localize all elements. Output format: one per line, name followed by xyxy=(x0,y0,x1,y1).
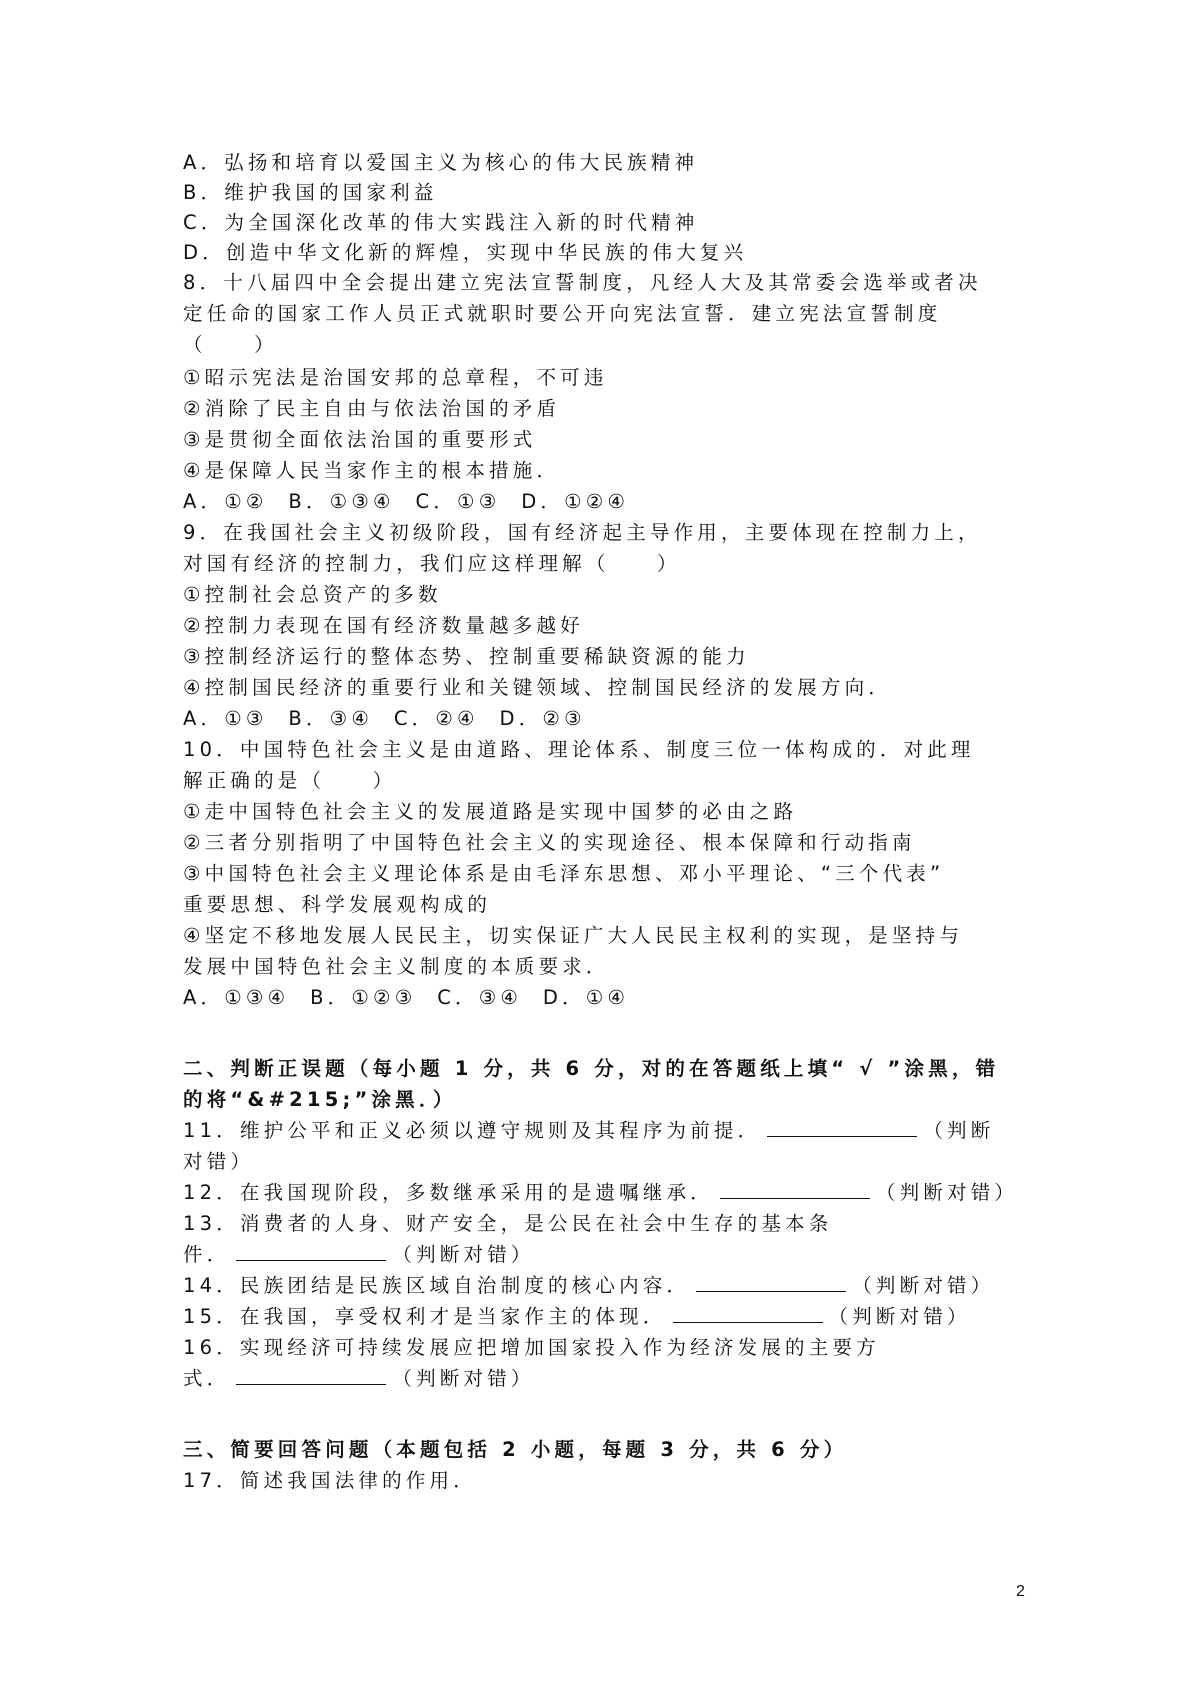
q8-statement: ①昭示宪法是治国安邦的总章程，不可违 xyxy=(183,366,608,389)
q10-statement: 重要思想、科学发展观构成的 xyxy=(183,893,492,916)
judge-hint: （判断对错） xyxy=(852,1274,995,1297)
section-2-heading: 的将“&#215;”涂黑．） xyxy=(183,1088,457,1111)
q7-option-d: D．创造中华文化新的辉煌，实现中华民族的伟大复兴 xyxy=(183,241,748,264)
q11-cont: 对错） xyxy=(183,1150,255,1173)
q17: 17．简述我国法律的作用． xyxy=(183,1469,477,1492)
q13 xyxy=(183,1240,535,1270)
q9-statement: ①控制社会总资产的多数 xyxy=(183,583,442,606)
q7-option-c: C．为全国深化改革的伟大实践注入新的时代精神 xyxy=(183,211,699,234)
q7-option-b: B．维护我国的国家利益 xyxy=(183,181,438,204)
q12 xyxy=(183,1178,1018,1208)
q16-text-end: 式． xyxy=(183,1367,231,1390)
q9-stem-line: 对国有经济的控制力，我们应这样理解（ ） xyxy=(183,552,681,575)
q10-stem-line: 解正确的是（ ） xyxy=(183,769,397,792)
q10-statement: ①走中国特色社会主义的发展道路是实现中国梦的必由之路 xyxy=(183,800,798,823)
q9-stem-line: 9．在我国社会主义初级阶段，国有经济起主导作用，主要体现在控制力上， xyxy=(183,521,982,544)
q8-statement: ②消除了民主自由与依法治国的矛盾 xyxy=(183,397,561,420)
q13-text: 13．消费者的人身、财产安全，是公民在社会中生存的基本条 xyxy=(183,1212,833,1235)
answer-blank[interactable] xyxy=(696,1273,846,1292)
q16-text: 16．实现经济可持续发展应把增加国家投入作为经济发展的主要方 xyxy=(183,1336,880,1359)
section-2-heading: 二、判断正误题（每小题 1 分，共 6 分，对的在答题纸上填“ √ ”涂黑，错 xyxy=(183,1057,1000,1080)
judge-hint: （判断对错） xyxy=(828,1305,971,1328)
q10-choices: A．①③④ B．①②③ C．③④ D．①④ xyxy=(183,986,630,1009)
q9-choices: A．①③ B．③④ C．②④ D．②③ xyxy=(183,707,586,730)
q14-text: 14．民族团结是民族区域自治制度的核心内容． xyxy=(183,1274,691,1297)
page-number: 2 xyxy=(1016,1583,1025,1600)
section-3-heading: 三、简要回答问题（本题包括 2 小题，每题 3 分，共 6 分） xyxy=(183,1438,848,1461)
judge-hint: （判断对错） xyxy=(392,1243,535,1266)
q8-statement: ④是保障人民当家作主的根本措施． xyxy=(183,459,561,482)
answer-blank[interactable] xyxy=(767,1118,917,1137)
q15-text: 15．在我国，享受权利才是当家作主的体现． xyxy=(183,1305,667,1328)
q11 xyxy=(183,1116,994,1146)
q13-text-end: 件． xyxy=(183,1243,231,1266)
q8-statement: ③是贯彻全面依法治国的重要形式 xyxy=(183,428,537,451)
q11-text: 11．维护公平和正义必须以遵守规则及其程序为前提． xyxy=(183,1119,762,1142)
q7-option-a: A．弘扬和培育以爱国主义为核心的伟大民族精神 xyxy=(183,151,699,174)
answer-blank[interactable] xyxy=(720,1180,870,1199)
q8-choices: A．①② B．①③④ C．①③ D．①②④ xyxy=(183,490,630,513)
q8-stem-line: （ ） xyxy=(183,333,278,356)
judge-hint: （判断对错） xyxy=(875,1181,1019,1204)
q9-statement: ④控制国民经济的重要行业和关键领域、控制国民经济的发展方向． xyxy=(183,676,892,699)
q10-statement: ②三者分别指明了中国特色社会主义的实现途径、根本保障和行动指南 xyxy=(183,831,916,854)
q10-stem-line: 10．中国特色社会主义是由道路、理论体系、制度三位一体构成的．对此理 xyxy=(183,738,975,761)
q15 xyxy=(183,1302,971,1332)
q16 xyxy=(183,1364,535,1394)
q12-text: 12．在我国现阶段，多数继承采用的是遗嘱继承． xyxy=(183,1181,714,1204)
answer-blank[interactable] xyxy=(236,1242,386,1261)
q10-statement: 发展中国特色社会主义制度的本质要求． xyxy=(183,955,610,978)
judge-hint: （判断对错） xyxy=(392,1367,535,1390)
answer-blank[interactable] xyxy=(236,1366,386,1385)
q10-statement: ③中国特色社会主义理论体系是由毛泽东思想、邓小平理论、“三个代表” xyxy=(183,862,945,885)
q9-statement: ②控制力表现在国有经济数量越多越好 xyxy=(183,614,584,637)
q14 xyxy=(183,1271,994,1301)
q10-statement: ④坚定不移地发展人民民主，切实保证广大人民民主权利的实现，是坚持与 xyxy=(183,924,964,947)
q9-statement: ③控制经济运行的整体态势、控制重要稀缺资源的能力 xyxy=(183,645,750,668)
judge-hint: （判断 xyxy=(923,1119,995,1142)
q8-stem-line: 8．十八届四中全会提出建立宪法宣誓制度，凡经人大及其常委会选举或者决 xyxy=(183,271,982,294)
q8-stem-line: 定任命的国家工作人员正式就职时要公开向宪法宣誓．建立宪法宣誓制度 xyxy=(183,302,942,325)
answer-blank[interactable] xyxy=(673,1304,823,1323)
